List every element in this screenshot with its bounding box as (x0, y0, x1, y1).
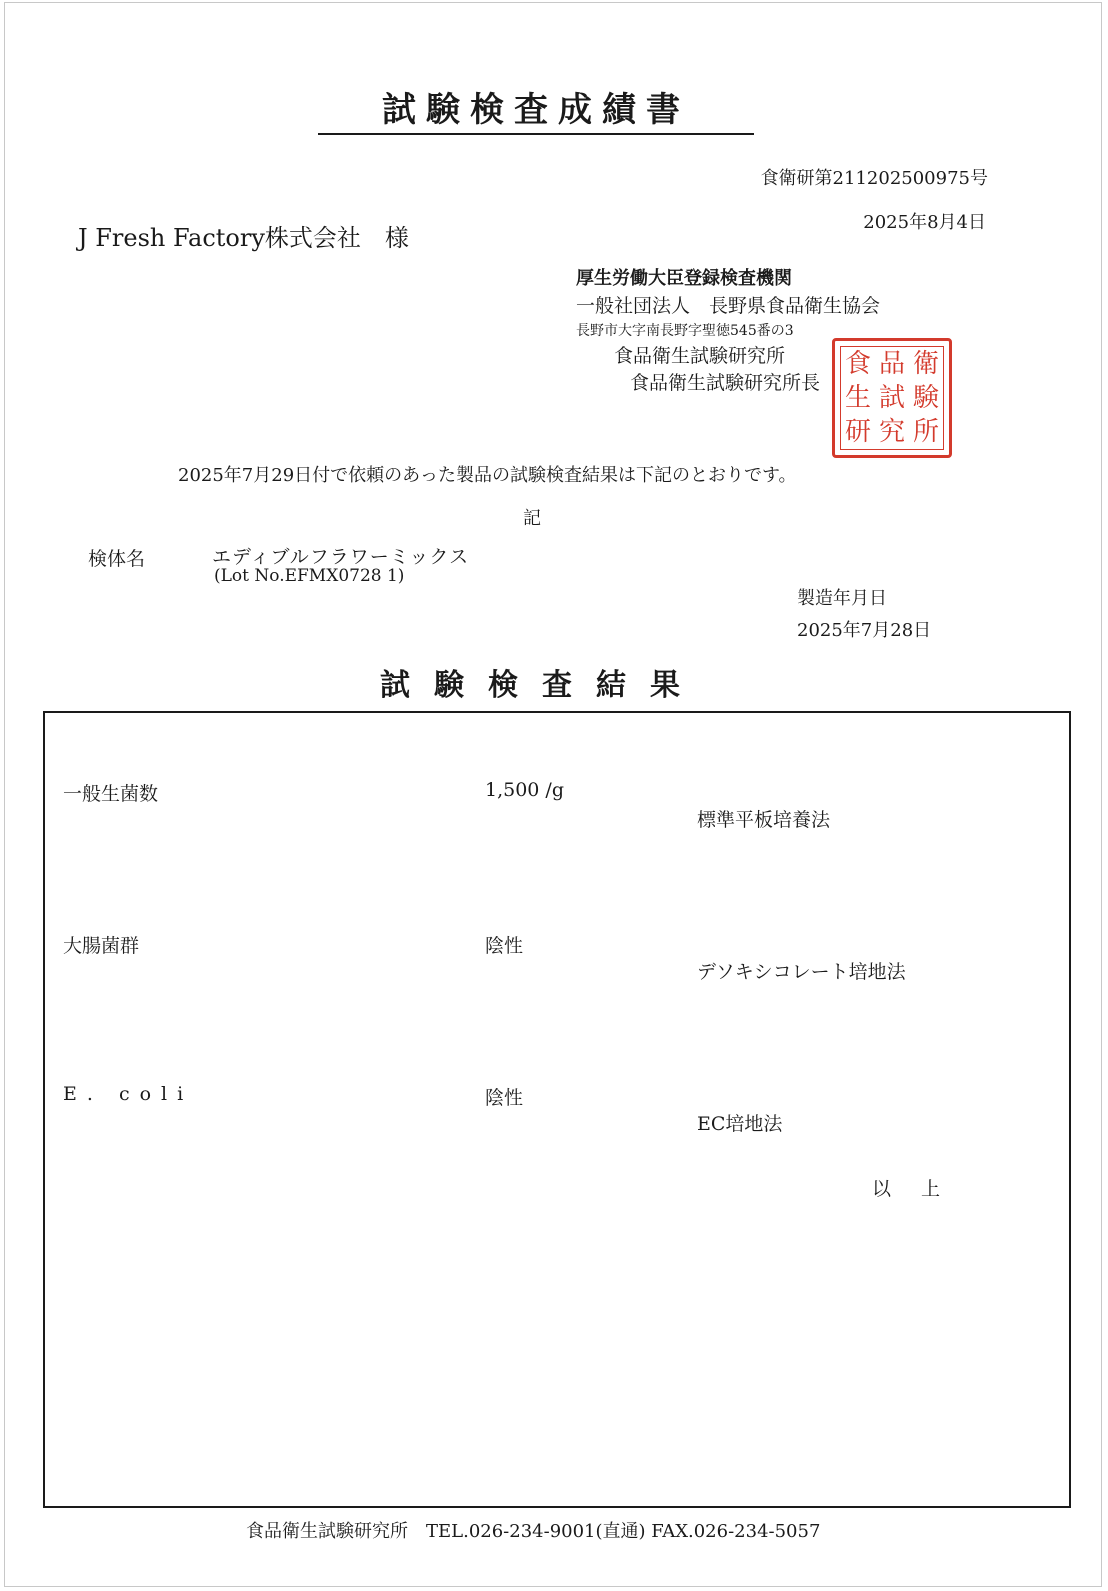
intro-statement: 2025年7月29日付で依頼のあった製品の試験検査結果は下記のとおりです。 (178, 465, 797, 486)
seal-characters (840, 346, 944, 450)
document-title: 試験検査成績書 (318, 82, 754, 135)
test-item-name: 一般生菌数 (63, 783, 159, 805)
test-item-method: デソキシコレート培地法 (697, 961, 906, 983)
seal-char: 所 (912, 417, 939, 447)
manufacture-date-label: 製造年月日 (797, 588, 887, 609)
official-seal (832, 338, 952, 458)
ki-mark: 記 (523, 508, 541, 529)
result-row (45, 931, 1069, 1001)
seal-char: 生 (844, 383, 871, 413)
organization-address: 長野市大字南長野字聖徳545番の3 (576, 323, 794, 339)
seal-char: 試 (878, 383, 905, 413)
seal-char: 品 (878, 349, 905, 379)
lab-name: 食品衛生試験研究所 (614, 345, 786, 367)
seal-char: 食 (844, 349, 871, 379)
lot-number: (Lot No.EFMX0728 1) (214, 566, 405, 586)
sample-label: 検体名 (88, 548, 146, 570)
seal-char: 研 (844, 417, 871, 447)
test-item-name: E. coli (63, 1083, 194, 1105)
test-item-result: 陰性 (485, 1087, 524, 1109)
result-row (45, 1083, 1069, 1153)
test-item-result: 陰性 (485, 935, 524, 957)
test-item-method: 標準平板培養法 (697, 809, 831, 831)
results-table (43, 711, 1071, 1508)
footer-contact: 食品衛生試験研究所 TEL.026-234-9001(直通) FAX.026-234-5057 (246, 1521, 821, 1542)
issue-date: 2025年8月4日 (863, 212, 986, 233)
seal-char: 究 (878, 417, 905, 447)
client-name: J Fresh Factory株式会社 様 (78, 224, 409, 252)
lab-director: 食品衛生試験研究所長 (630, 372, 821, 394)
manufacture-date: 2025年7月28日 (797, 620, 932, 641)
organization-name: 一般社団法人 長野県食品衛生協会 (576, 295, 881, 317)
test-item-method: EC培地法 (697, 1113, 783, 1135)
sample-name: エディブルフラワーミックス (212, 546, 470, 568)
seal-char: 衛 (912, 349, 939, 379)
result-row (45, 779, 1069, 849)
test-item-name: 大腸菌群 (63, 935, 140, 957)
registration-label: 厚生労働大臣登録検査機関 (576, 268, 792, 289)
test-item-result: 1,500 /g (485, 779, 564, 801)
seal-char: 験 (912, 383, 939, 413)
document-number: 食衛研第211202500975号 (760, 168, 988, 189)
results-heading: 試験検査結果 (380, 668, 704, 703)
closing-mark: 以 上 (872, 1178, 953, 1200)
